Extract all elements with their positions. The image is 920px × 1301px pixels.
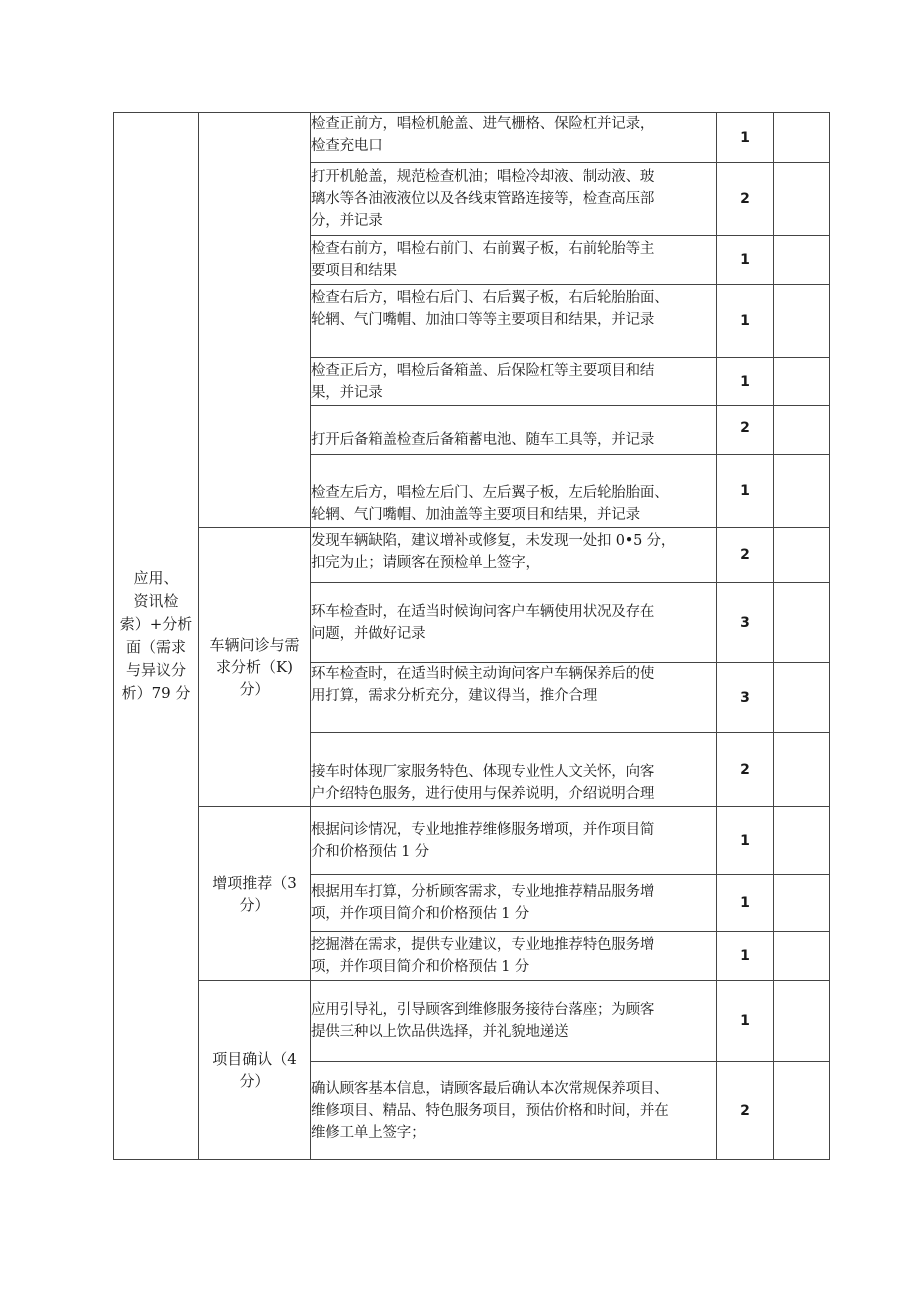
item-score: 1 xyxy=(717,807,774,875)
item-score: 1 xyxy=(717,875,774,932)
item-description: 检查正后方，唱检后备箱盖、后保险杠等主要项目和结 果，并记录 xyxy=(311,358,717,406)
item-score: 2 xyxy=(717,528,774,583)
blank-cell xyxy=(774,163,830,236)
item-score: 1 xyxy=(717,113,774,163)
table-row xyxy=(114,113,830,163)
item-description: 检查右后方，唱检右后门、右后翼子板，右后轮胎胎面、 轮辋、气门嘴帽、加油口等等主要项目和结果，并记录 xyxy=(311,285,717,358)
item-description: 确认顾客基本信息，请顾客最后确认本次常规保养项目、 维修项目、精品、特色服务项目，预估价格和时间，并在 维修工单上签字； xyxy=(311,1062,717,1160)
blank-cell xyxy=(774,236,830,285)
blank-cell xyxy=(774,583,830,663)
blank-cell xyxy=(774,932,830,981)
item-description: 环车检查时，在适当时候主动询问客户车辆保养后的使 用打算，需求分析充分，建议得当，推介合理 xyxy=(311,663,717,733)
item-score: 2 xyxy=(717,163,774,236)
item-description: 检查右前方，唱检右前门、右前翼子板，右前轮胎等主 要项目和结果 xyxy=(311,236,717,285)
item-score: 1 xyxy=(717,236,774,285)
item-description: 应用引导礼，引导顾客到维修服务接待台落座；为顾客 提供三种以上饮品供选择，并礼貌地递送 xyxy=(311,981,717,1062)
category-cell: 应用、 资讯检 索）+分析 面（需求 与异议分 析）79 分 xyxy=(114,113,199,1160)
item-description: 检查正前方，唱检机舱盖、进气栅格、保险杠并记录， 检查充电口 xyxy=(311,113,717,163)
subcategory-cell: 项目确认（4 分） xyxy=(199,981,311,1160)
item-description: 环车检查时，在适当时候询问客户车辆使用状况及存在 问题，并做好记录 xyxy=(311,583,717,663)
item-description: 检查左后方，唱检左后门、左后翼子板，左后轮胎胎面、 轮辋、气门嘴帽、加油盖等主要项目和结果，并记录 xyxy=(311,455,717,528)
item-description: 根据问诊情况，专业地推荐维修服务增项，并作项目简 介和价格预估 1 分 xyxy=(311,807,717,875)
item-score: 1 xyxy=(717,455,774,528)
item-description: 根据用车打算，分析顾客需求，专业地推荐精品服务增 项，并作项目简介和价格预估 1 分 xyxy=(311,875,717,932)
item-description: 发现车辆缺陷，建议增补或修复，未发现一处扣 0•5 分， 扣完为止；请顾客在预检单上签字， xyxy=(311,528,717,583)
item-description: 打开机舱盖，规范检查机油；唱检冷却液、制动液、玻 璃水等各油液液位以及各线束管路连接等，检查高压部 分，并记录 xyxy=(311,163,717,236)
scoring-table xyxy=(113,112,830,1160)
subcategory-cell: 车辆问诊与需 求分析（K) 分） xyxy=(199,528,311,807)
item-description: 挖掘潜在需求，提供专业建议，专业地推荐特色服务增 项，并作项目简介和价格预估 1 分 xyxy=(311,932,717,981)
item-score: 3 xyxy=(717,663,774,733)
blank-cell xyxy=(774,406,830,455)
item-score: 1 xyxy=(717,358,774,406)
blank-cell xyxy=(774,358,830,406)
table-row xyxy=(114,807,830,875)
table-row xyxy=(114,528,830,583)
table-row xyxy=(114,981,830,1062)
blank-cell xyxy=(774,733,830,807)
blank-cell xyxy=(774,807,830,875)
blank-cell xyxy=(774,528,830,583)
item-score: 2 xyxy=(717,1062,774,1160)
blank-cell xyxy=(774,285,830,358)
item-score: 2 xyxy=(717,733,774,807)
item-description: 接车时体现厂家服务特色、体现专业性人文关怀，向客 户介绍特色服务，进行使用与保养说明，介绍说明合理 xyxy=(311,733,717,807)
blank-cell xyxy=(774,981,830,1062)
subcategory-cell: 增项推荐（3 分） xyxy=(199,807,311,981)
item-score: 1 xyxy=(717,981,774,1062)
item-score: 1 xyxy=(717,285,774,358)
blank-cell xyxy=(774,113,830,163)
item-score: 2 xyxy=(717,406,774,455)
item-score: 3 xyxy=(717,583,774,663)
blank-cell xyxy=(774,455,830,528)
blank-cell xyxy=(774,875,830,932)
blank-cell xyxy=(774,1062,830,1160)
item-description: 打开后备箱盖检查后备箱蓄电池、随车工具等，并记录 xyxy=(311,406,717,455)
blank-cell xyxy=(774,663,830,733)
item-score: 1 xyxy=(717,932,774,981)
subcategory-cell xyxy=(199,113,311,528)
